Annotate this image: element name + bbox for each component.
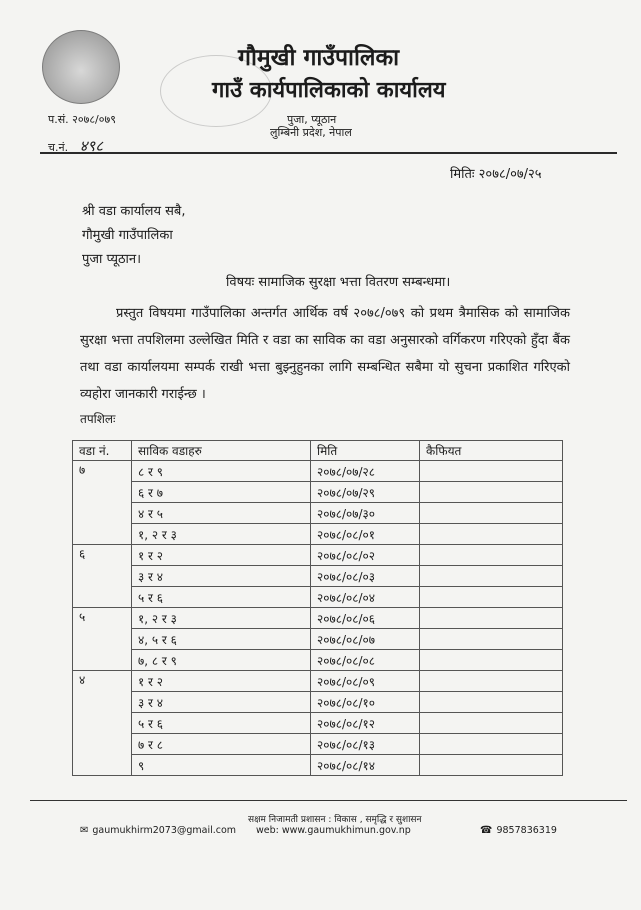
cell-remarks bbox=[420, 671, 563, 692]
cell-remarks bbox=[420, 713, 563, 734]
cell-old-wards: ५ र ६ bbox=[132, 713, 311, 734]
table-row bbox=[73, 545, 563, 566]
addressee-line: पुजा प्यूठान। bbox=[82, 252, 142, 267]
cell-remarks bbox=[420, 461, 563, 482]
cell-remarks bbox=[420, 524, 563, 545]
phone-text: 9857836319 bbox=[496, 825, 557, 836]
cell-date: २०७८/०८/०१ bbox=[311, 524, 420, 545]
email-text: gaumukhirm2073@gmail.com bbox=[92, 825, 237, 836]
schedule-label: तपशिलः bbox=[80, 412, 116, 426]
cell-old-wards: १ र २ bbox=[132, 545, 311, 566]
cell-ward-no: ६ bbox=[73, 545, 132, 608]
cell-date: २०७८/०८/०७ bbox=[311, 629, 420, 650]
cell-old-wards: ३ र ४ bbox=[132, 692, 311, 713]
cell-date: २०७८/०७/२८ bbox=[311, 461, 420, 482]
cell-date: २०७८/०८/०८ bbox=[311, 650, 420, 671]
addressee-line: गौमुखी गाउँपालिका bbox=[82, 228, 173, 243]
cell-remarks bbox=[420, 545, 563, 566]
footer-divider bbox=[30, 800, 627, 801]
address-line-1: पुजा, प्यूठान bbox=[287, 113, 337, 126]
cell-date: २०७८/०८/०९ bbox=[311, 671, 420, 692]
table-row bbox=[73, 524, 563, 545]
cell-remarks bbox=[420, 734, 563, 755]
cell-old-wards: ३ र ४ bbox=[132, 566, 311, 587]
table-row bbox=[73, 461, 563, 482]
cell-date: २०७८/०८/०२ bbox=[311, 545, 420, 566]
cell-remarks bbox=[420, 587, 563, 608]
body-paragraph: प्रस्तुत विषयमा गाउँपालिका अन्तर्गत आर्थिक वर्ष २०७८/०७९ को प्रथम त्रैमासिक को सामाजिक सुरक्षा भत्ता तपशिलमा उल्लेखित मिति र वडा का साविक का वडा अनुसारको वर्गिकरण गरिएको हुँदा बैंक तथा वडा कार्यालयमा सम्पर्क राखी भत्ता बुझ्नुहुनका लागि सम्बन्धित सबैमा यो सुचना प्रकाशित गरिएको व्यहोरा जानकारी गराईन्छ । bbox=[80, 306, 570, 402]
footer-motto: सक्षम निजामती प्रशासन : विकास , समृद्धि र सुशासन bbox=[248, 815, 422, 825]
cell-date: २०७८/०८/१२ bbox=[311, 713, 420, 734]
cell-remarks bbox=[420, 650, 563, 671]
header-old-wards: साविक वडाहरु bbox=[132, 441, 311, 461]
table-row bbox=[73, 755, 563, 776]
table-row bbox=[73, 671, 563, 692]
phone-icon: ☎ bbox=[480, 825, 493, 836]
table-row bbox=[73, 692, 563, 713]
header-date: मिति bbox=[311, 441, 420, 461]
addressee-line: श्री वडा कार्यालय सबै, bbox=[82, 204, 186, 219]
cell-ward-no: ७ bbox=[73, 461, 132, 545]
subject-line: विषयः सामाजिक सुरक्षा भत्ता वितरण सम्बन्धमा। bbox=[226, 275, 451, 290]
cell-remarks bbox=[420, 755, 563, 776]
cell-remarks bbox=[420, 692, 563, 713]
letter-date: मितिः २०७८/०७/२५ bbox=[450, 167, 542, 182]
cell-remarks bbox=[420, 482, 563, 503]
cell-old-wards: १, २ र ३ bbox=[132, 608, 311, 629]
cell-old-wards: ९ bbox=[132, 755, 311, 776]
cell-old-wards: ७ र ८ bbox=[132, 734, 311, 755]
municipality-name: गौमुखी गाउँपालिका bbox=[238, 45, 400, 71]
table-row bbox=[73, 734, 563, 755]
cell-old-wards: ८ र ९ bbox=[132, 461, 311, 482]
cell-remarks bbox=[420, 503, 563, 524]
schedule-table bbox=[72, 440, 563, 776]
cell-old-wards: ६ र ७ bbox=[132, 482, 311, 503]
addressee-block bbox=[82, 200, 185, 272]
table-row bbox=[73, 629, 563, 650]
cell-old-wards: १, २ र ३ bbox=[132, 524, 311, 545]
table-row bbox=[73, 608, 563, 629]
office-name: गाउँ कार्यपालिकाको कार्यालय bbox=[212, 78, 446, 103]
table-row bbox=[73, 713, 563, 734]
cell-old-wards: ७, ८ र ९ bbox=[132, 650, 311, 671]
cell-remarks bbox=[420, 566, 563, 587]
table-row bbox=[73, 587, 563, 608]
cell-date: २०७८/०८/१३ bbox=[311, 734, 420, 755]
cell-date: २०७८/०७/२९ bbox=[311, 482, 420, 503]
dispatch-label: च.नं. bbox=[48, 141, 69, 154]
header-ward-no: वडा नं. bbox=[73, 441, 132, 461]
table-row bbox=[73, 482, 563, 503]
footer-email bbox=[80, 825, 236, 836]
cell-old-wards: ५ र ६ bbox=[132, 587, 311, 608]
envelope-icon: ✉ bbox=[80, 825, 89, 836]
nepal-emblem-logo bbox=[42, 30, 120, 104]
cell-old-wards: १ र २ bbox=[132, 671, 311, 692]
cell-date: २०७८/०८/०६ bbox=[311, 608, 420, 629]
footer-website: web: www.gaumukhimun.gov.np bbox=[256, 825, 411, 836]
cell-date: २०७८/०८/१४ bbox=[311, 755, 420, 776]
header-divider bbox=[40, 152, 617, 154]
cell-remarks bbox=[420, 629, 563, 650]
header-remarks: कैफियत bbox=[420, 441, 563, 461]
cell-old-wards: ४, ५ र ६ bbox=[132, 629, 311, 650]
cell-date: २०७८/०८/०३ bbox=[311, 566, 420, 587]
table-header-row bbox=[73, 441, 563, 461]
cell-ward-no: ४ bbox=[73, 671, 132, 776]
table-row bbox=[73, 503, 563, 524]
cell-ward-no: ५ bbox=[73, 608, 132, 671]
table-row bbox=[73, 650, 563, 671]
dispatch-value: ४९८ bbox=[79, 137, 103, 155]
cell-date: २०७८/०७/३० bbox=[311, 503, 420, 524]
reference-number: प.सं. २०७८/०७९ bbox=[48, 113, 116, 126]
cell-old-wards: ४ र ५ bbox=[132, 503, 311, 524]
cell-remarks bbox=[420, 608, 563, 629]
table-row bbox=[73, 566, 563, 587]
address-line-2: लुम्बिनी प्रदेश, नेपाल bbox=[270, 126, 352, 139]
table-body bbox=[73, 461, 563, 776]
footer-phone bbox=[480, 825, 557, 836]
cell-date: २०७८/०८/०४ bbox=[311, 587, 420, 608]
cell-date: २०७८/०८/१० bbox=[311, 692, 420, 713]
